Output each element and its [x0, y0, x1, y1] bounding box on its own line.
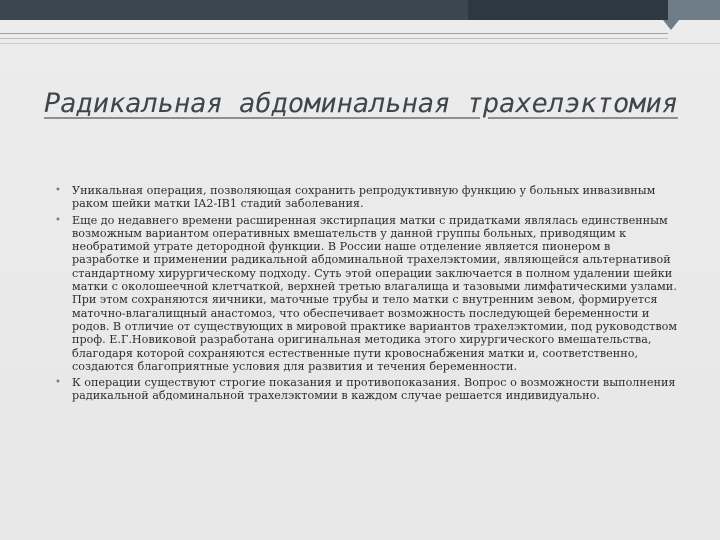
bullet-list [52, 184, 678, 406]
header-bar-corner [668, 0, 720, 20]
header-divider [0, 38, 668, 39]
list-item [52, 376, 678, 403]
header-divider [0, 43, 720, 44]
header-bar-accent [468, 0, 668, 20]
bullet-text: К операции существуют строгие показания и противопоказания. Вопрос о возможности выполнения радикальной абдоминальной трахелэктомии в каждом случае решается индивидуально. [72, 376, 676, 403]
slide-title: Радикальная абдоминальная трахелэктомия [44, 88, 678, 119]
bullet-icon: • [55, 377, 61, 389]
bullet-text: Уникальная операция, позволяющая сохранить репродуктивную функцию у больных инвазивным раком шейки матки IA2-IB1 стадий заболевания. [72, 184, 656, 211]
bullet-text: Еще до недавнего времени расширенная экстирпация матки с придатками являлась единственным возможным вариантом оперативных вмешательств у данной группы больных, приводящим к необратимой утрате детородной функции. В России наше отделение является пионером в разработке и применении радикальной абдоминальной трахелэктомии, являющейся альтернативой стандартному хирургическому подходу. Суть этой операции заключается в полном удалении шейки матки с околошеечной клетчаткой, верхней третью влагалища и тазовыми лимфатическими узлами. При этом сохраняются яичники, маточные трубы и тело матки с внутренним зевом, формируется маточно-влагалищный анастомоз, что обеспечивает возможность последующей беременности и родов. В отличие от существующих в мировой практике вариантов трахелэктомии, под руководством проф. Е.Г.Новиковой разработана оригинальная методика этого хирургического вмешательства, благодаря которой сохраняются естественные пути кровоснабжения матки и, соответственно, создаются благоприятные условия для развития и течения беременности. [72, 213, 678, 373]
bullet-icon: • [55, 185, 61, 196]
bullet-icon: • [55, 214, 61, 226]
list-item [52, 214, 678, 374]
ribbon-marker [663, 20, 679, 30]
list-item [52, 184, 678, 211]
header-divider [0, 33, 668, 34]
